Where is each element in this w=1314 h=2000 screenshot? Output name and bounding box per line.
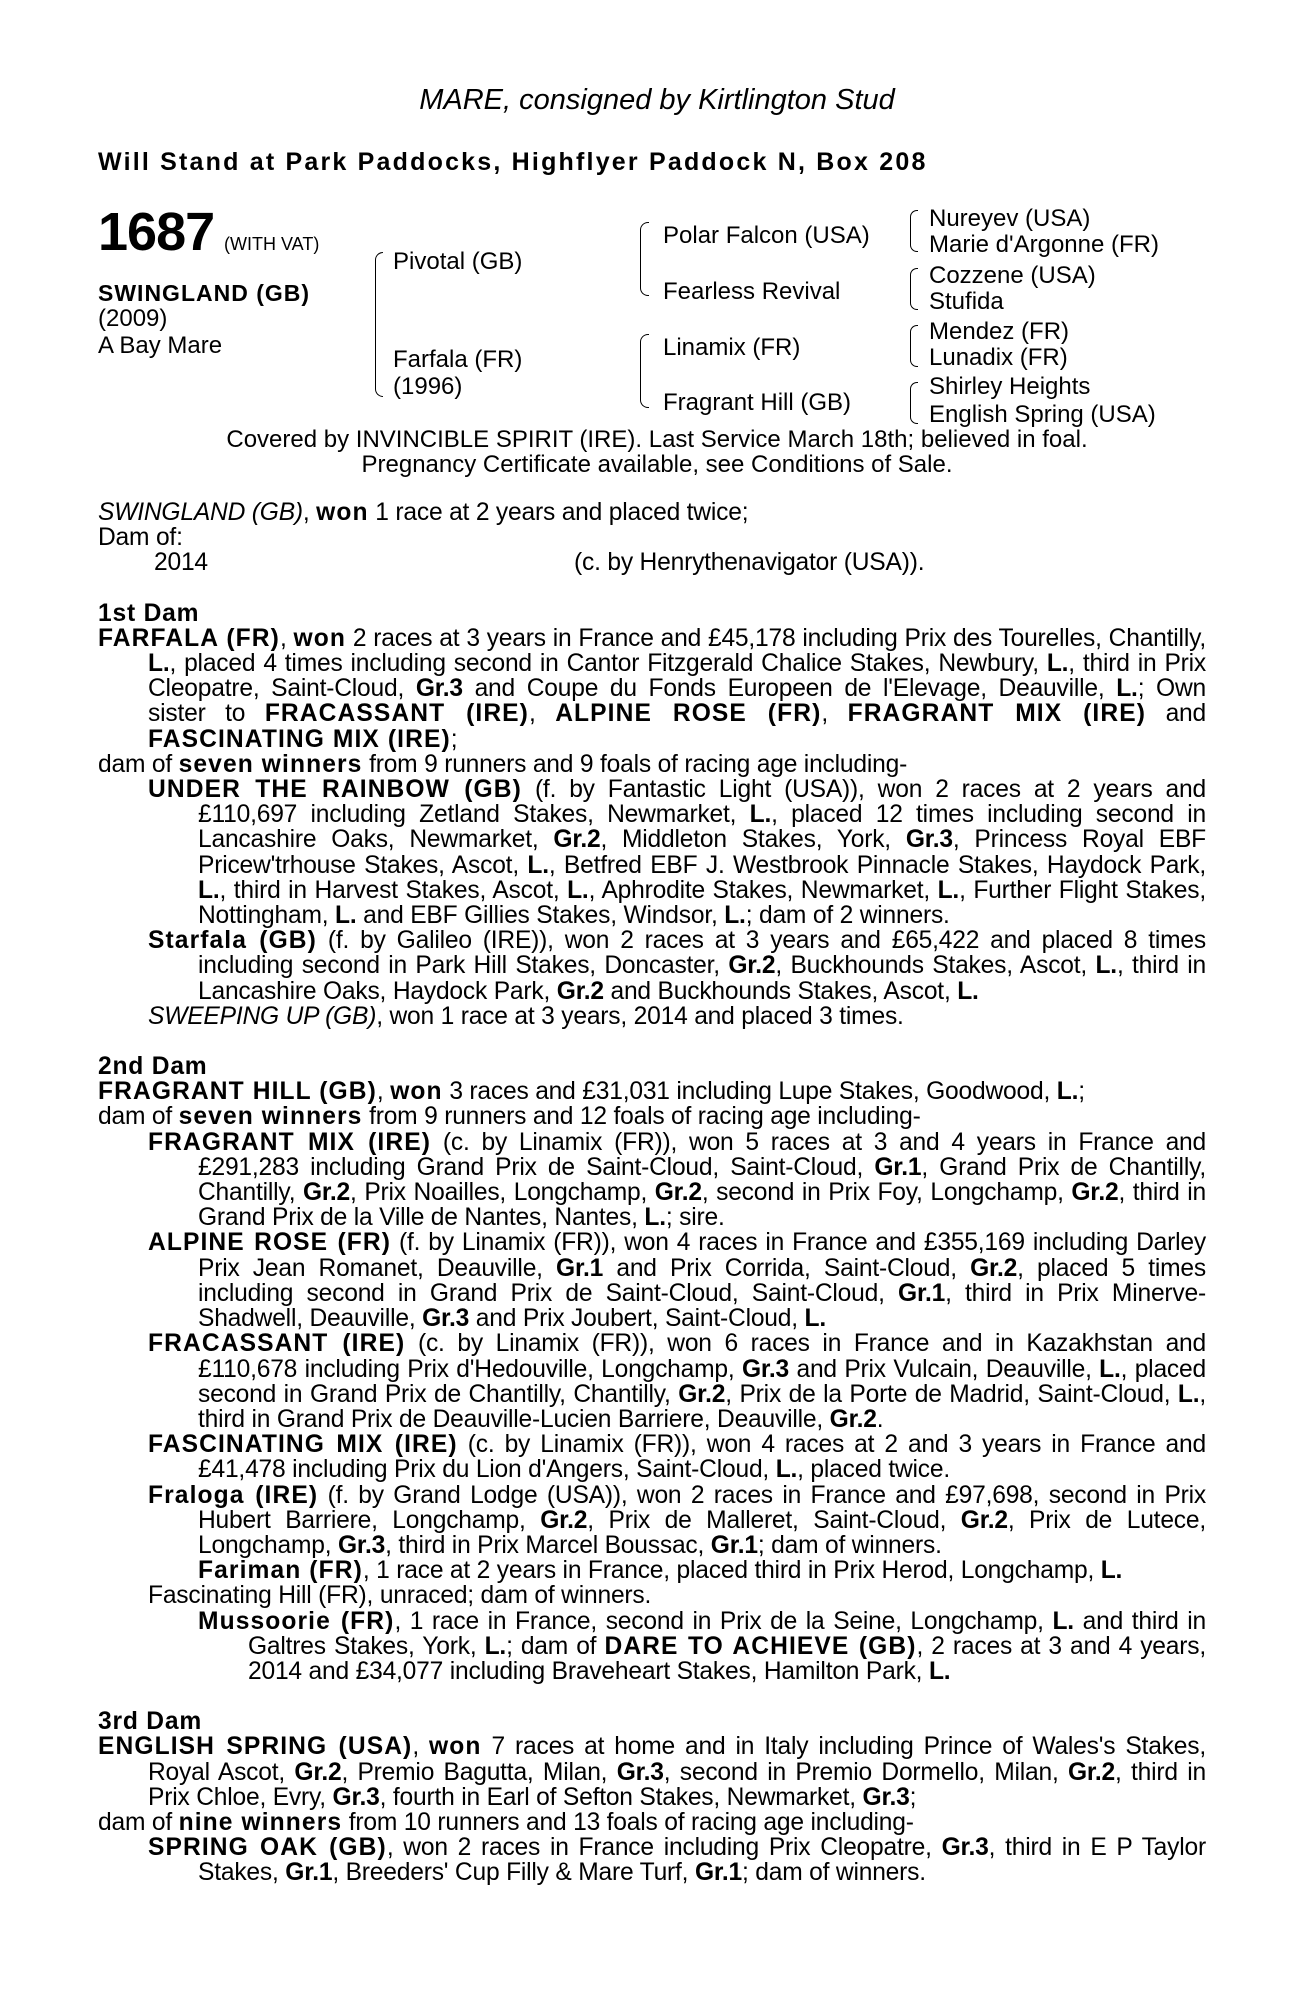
g-sire-sire-sire: Nureyev (USA): [929, 205, 1091, 232]
pedigree-bracket: [910, 382, 918, 424]
progeny-entry: Mussoorie (FR), 1 race in France, second in Prix de la Seine, Longchamp, L. and third in Galtres Stakes, York, L.; dam of DARE TO ACHIEVE (GB), 2 races at 3 and 4 years, 2014 and £34,077 including Braveheart Stakes, Hamilton Park, L.: [198, 1607, 1206, 1685]
first-dam-record: FARFALA (FR), won 2 races at 3 years in France and £45,178 including Prix des Tourelles, Chantilly, L., placed 4 times including second in Cantor Fitzgerald Chalice Stakes, Newbury, L., third in Prix Cleopatre, Saint-Cloud, Gr.3 and Coupe du Fonds Europeen de l'Elevage, Deauville, L.; Own sister to FRACASSANT (IRE), ALPINE ROSE (FR), FRAGRANT MIX (IRE) and FASCINATING MIX (IRE);: [98, 624, 1206, 753]
g-dam-sire-dam: Lunadix (FR): [929, 344, 1068, 371]
progeny-entry: Starfala (GB) (f. by Galileo (IRE)), won 2 races at 3 years and £65,422 and placed 8 times including second in Park Hill Stakes, Doncaster, Gr.2, Buckhounds Stakes, Ascot, L., third in Lancashire Oaks, Haydock Park, Gr.2 and Buckhounds Stakes, Ascot, L.: [148, 927, 1206, 1005]
dam-sire: Linamix (FR): [663, 334, 801, 361]
pedigree-bracket: [910, 268, 918, 310]
horse-name: SWINGLAND (GB): [98, 280, 311, 306]
dam-of-summary: dam of seven winners from 9 runners and 12 foals of racing age including-: [98, 1103, 921, 1131]
dam-of-summary: dam of nine winners from 10 runners and 13 foals of racing age including-: [98, 1808, 914, 1836]
dam-dam: Fragrant Hill (GB): [663, 389, 852, 416]
consignor-line: MARE, consigned by Kirtlington Stud: [419, 84, 895, 116]
location-line: Will Stand at Park Paddocks, Highflyer Paddock N, Box 208: [98, 148, 928, 176]
produce-record: 2014 (c. by Henrythenavigator (USA)).: [154, 549, 925, 577]
pedigree-bracket: [640, 222, 649, 296]
g-dam-dam-dam: English Spring (USA): [929, 401, 1156, 428]
pregnancy-note: Pregnancy Certificate available, see Conditions of Sale.: [361, 451, 953, 478]
sire: Pivotal (GB): [393, 248, 523, 275]
horse-year: (2009): [98, 305, 168, 332]
dam: Farfala (FR): [393, 346, 523, 373]
lot-number: 1687: [98, 202, 215, 262]
pedigree-bracket: [910, 325, 918, 367]
race-record: SWINGLAND (GB), won 1 race at 2 years and placed twice;: [98, 499, 749, 526]
dam-of-summary: dam of seven winners from 9 runners and 9 foals of racing age including-: [98, 750, 908, 778]
covered-note: Covered by INVINCIBLE SPIRIT (IRE). Last Service March 18th; believed in foal.: [226, 426, 1088, 453]
progeny-entry: ALPINE ROSE (FR) (f. by Linamix (FR)), won 4 races in France and £355,169 including Darley Prix Jean Romanet, Deauville, Gr.1 and Prix Corrida, Saint-Cloud, Gr.2, placed 5 times including second in Grand Prix de Saint-Cloud, Saint-Cloud, Gr.1, third in Prix Minerve- Shadwell, Deauville, Gr.3 and Prix Joubert, Saint-Cloud, L.: [148, 1229, 1207, 1333]
dam-of-label: Dam of:: [98, 524, 183, 552]
progeny-entry: Fariman (FR), 1 race at 2 years in France, placed third in Prix Herod, Longchamp, L.: [198, 1557, 1123, 1585]
dam-year: (1996): [393, 373, 463, 400]
g-sire-dam-sire: Cozzene (USA): [929, 262, 1096, 289]
progeny-entry: FRAGRANT MIX (IRE) (c. by Linamix (FR)), won 5 races at 3 and 4 years in France and £291,283 including Grand Prix de Saint-Cloud, Saint-Cloud, Gr.1, Grand Prix de Chantilly, Chantilly, Gr.2, Prix Noailles, Longchamp, Gr.2, second in Prix Foy, Longchamp, Gr.2, third in Grand Prix de la Ville de Nantes, Nantes, L.; sire.: [148, 1128, 1207, 1232]
progeny-entry: UNDER THE RAINBOW (GB) (f. by Fantastic Light (USA)), won 2 races at 2 years and £110,697 including Zetland Stakes, Newmarket, L., placed 12 times including second in Lancashire Oaks, Newmarket, Gr.2, Middleton Stakes, York, Gr.3, Princess Royal EBF Pricew'trhouse Stakes, Ascot, L., Betfred EBF J. Westbrook Pinnacle Stakes, Haydock Park, L., third in Harvest Stakes, Ascot, L., Aphrodite Stakes, Newmarket, L., Further Flight Stakes, Nottingham, L. and EBF Gillies Stakes, Windsor, L.; dam of 2 winners.: [148, 776, 1206, 930]
section-heading: 1st Dam: [98, 599, 200, 627]
pedigree-bracket: [375, 252, 383, 397]
pedigree-bracket: [910, 210, 918, 252]
g-sire-sire-dam: Marie d'Argonne (FR): [929, 231, 1159, 258]
g-sire-dam-dam: Stufida: [929, 288, 1004, 315]
sire-sire: Polar Falcon (USA): [663, 222, 870, 249]
third-dam-record: ENGLISH SPRING (USA), won 7 races at home and in Italy including Prince of Wales's Stakes, Royal Ascot, Gr.2, Premio Bagutta, Milan, Gr.3, second in Premio Dormello, Milan, Gr.2, third in Prix Chloe, Evry, Gr.3, fourth in Earl of Sefton Stakes, Newmarket, Gr.3;: [98, 1733, 1206, 1811]
progeny-entry: FRACASSANT (IRE) (c. by Linamix (FR)), won 6 races in France and in Kazakhstan and £110,678 including Prix d'Hedouville, Longchamp, Gr.3 and Prix Vulcain, Deauville, L., placed second in Grand Prix de Chantilly, Chantilly, Gr.2, Prix de la Porte de Madrid, Saint-Cloud, L., third in Grand Prix de Deauville-Lucien Barriere, Deauville, Gr.2.: [148, 1330, 1207, 1433]
section-heading: 2nd Dam: [98, 1053, 208, 1081]
progeny-entry: Fascinating Hill (FR), unraced; dam of winners.: [148, 1582, 652, 1610]
vat-note: (WITH VAT): [224, 234, 320, 254]
horse-description: A Bay Mare: [98, 332, 223, 359]
catalogue-body: [98, 500, 1206, 1886]
g-dam-dam-sire: Shirley Heights: [929, 373, 1091, 400]
g-dam-sire-sire: Mendez (FR): [929, 318, 1070, 345]
progeny-entry: FASCINATING MIX (IRE) (c. by Linamix (FR)), won 4 races at 2 and 3 years in France and £41,478 including Prix du Lion d'Angers, Saint-Cloud, L., placed twice.: [148, 1431, 1206, 1484]
progeny-entry: Fraloga (IRE) (f. by Grand Lodge (USA)), won 2 races in France and £97,698, second in Prix Hubert Barriere, Longchamp, Gr.2, Prix de Malleret, Saint-Cloud, Gr.2, Prix de Lutece, Longchamp, Gr.3, third in Prix Marcel Boussac, Gr.1; dam of winners.: [148, 1481, 1206, 1559]
progeny-entry: SPRING OAK (GB), won 2 races in France including Prix Cleopatre, Gr.3, third in E P Taylor Stakes, Gr.1, Breeders' Cup Filly & Mare Turf, Gr.1; dam of winners.: [148, 1834, 1206, 1887]
pedigree-bracket: [640, 334, 649, 408]
second-dam-record: FRAGRANT HILL (GB), won 3 races and £31,031 including Lupe Stakes, Goodwood, L.;: [98, 1078, 1085, 1106]
progeny-entry: SWEEPING UP (GB), won 1 race at 3 years, 2014 and placed 3 times.: [148, 1002, 904, 1030]
section-heading: 3rd Dam: [98, 1708, 203, 1736]
sire-dam: Fearless Revival: [663, 278, 841, 305]
